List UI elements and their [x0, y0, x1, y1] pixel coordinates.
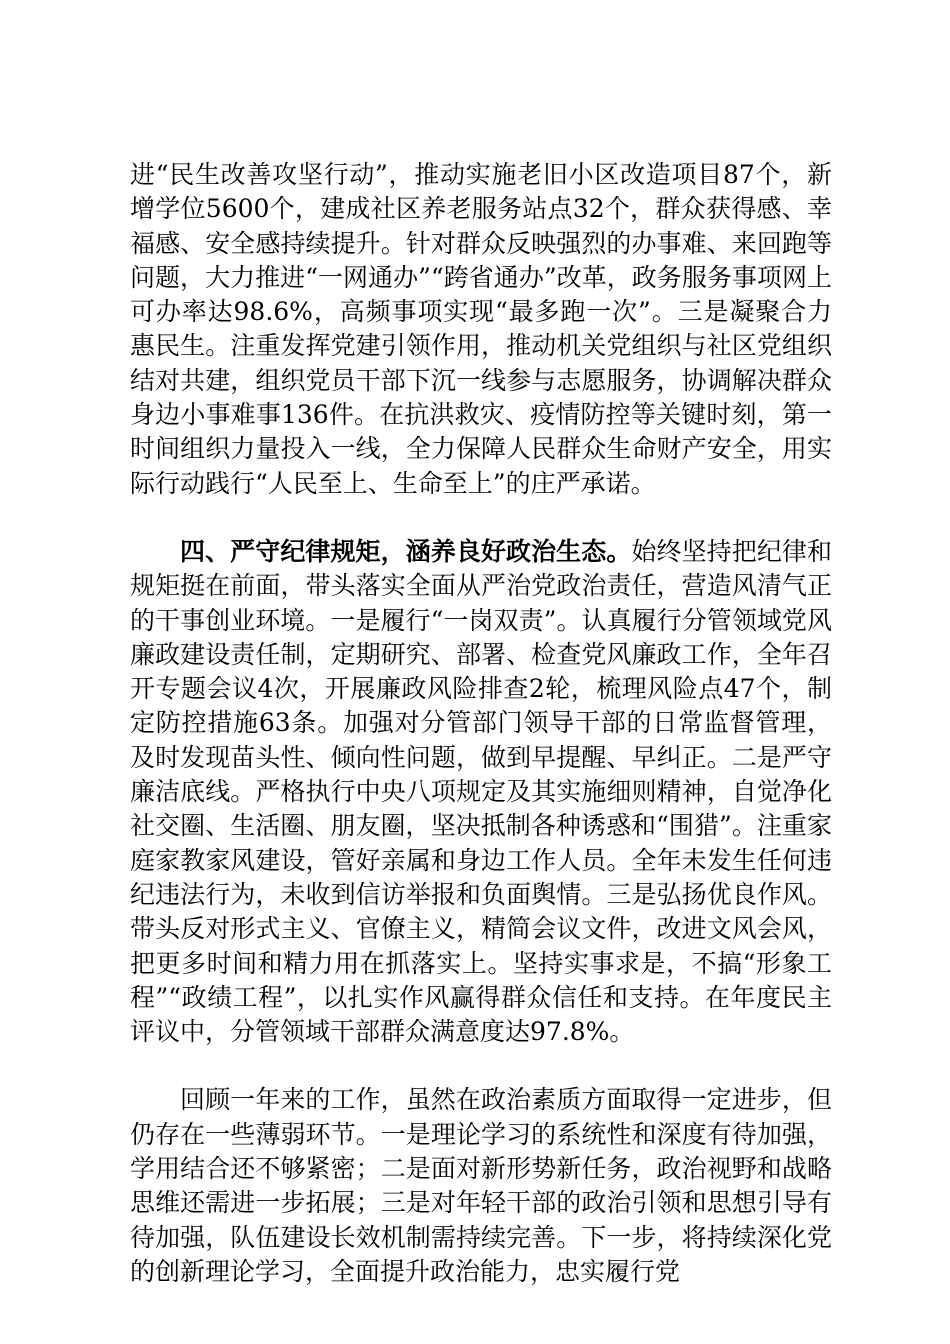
paragraph-review: 回顾一年来的工作，虽然在政治素质方面取得一定进步，但仍存在一些薄弱环节。一是理论学习的系统性和深度有待加强，学用结合还不够紧密；二是面对新形势新任务，政治视野和战略思维还需进一步拓展；三是对年轻干部的政治引领和思想引导有待加强，队伍建设长效机制需持续完善。下一步，将持续深化党的创新理论学习，全面提升政治能力，忠实履行党	[130, 1085, 832, 1286]
paragraph-people-livelihood: 进“民生改善攻坚行动”，推动实施老旧小区改造项目87个，新增学位5600个，建成社区养老服务站点32个，群众获得感、幸福感、安全感持续提升。针对群众反映强烈的办事难、来回跑等问题，大力推进“一网通办”“跨省通办”改革，政务服务事项网上可办率达98.6%，高频事项实现“最多跑一次”。三是凝聚合力惠民生。注重发挥党建引领作用，推动机关党组织与社区党组织结对共建，组织党员干部下沉一线参与志愿服务，协调解决群众身边小事难事136件。在抗洪救灾、疫情防控等关键时刻，第一时间组织力量投入一线，全力保障人民群众生命财产安全，用实际行动践行“人民至上、生命至上”的庄严承诺。	[130, 160, 832, 498]
document-body	[130, 158, 832, 1289]
paragraph-gap	[130, 1049, 832, 1083]
section-body-discipline: 始终坚持把纪律和规矩挺在前面，带头落实全面从严治党政治责任，营造风清气正的干事创业环境。一是履行“一岗双责”。认真履行分管领域党风廉政建设责任制，定期研究、部署、检查党风廉政工作，全年召开专题会议4次，开展廉政风险排查2轮，梳理风险点47个，制定防控措施63条。加强对分管部门领导干部的日常监督管理，及时发现苗头性、倾向性问题，做到早提醒、早纠正。二是严守廉洁底线。严格执行中央八项规定及其实施细则精神，自觉净化社交圈、生活圈、朋友圈，坚决抵制各种诱惑和“围猎”。注重家庭家教家风建设，管好亲属和身边工作人员。全年未发生任何违纪违法行为，未收到信访举报和负面舆情。三是弘扬优良作风。带头反对形式主义、官僚主义，精简会议文件，改进文风会风，把更多时间和精力用在抓落实上。坚持实事求是，不搞“形象工程”“政绩工程”，以扎实作风赢得群众信任和支持。在年度民主评议中，分管领域干部群众满意度达97.8%。	[130, 536, 832, 1047]
paragraph-gap	[130, 501, 832, 535]
section-heading-discipline: 四、严守纪律规矩，涵养良好政治生态。	[180, 536, 632, 566]
paragraph-discipline	[130, 535, 832, 1049]
